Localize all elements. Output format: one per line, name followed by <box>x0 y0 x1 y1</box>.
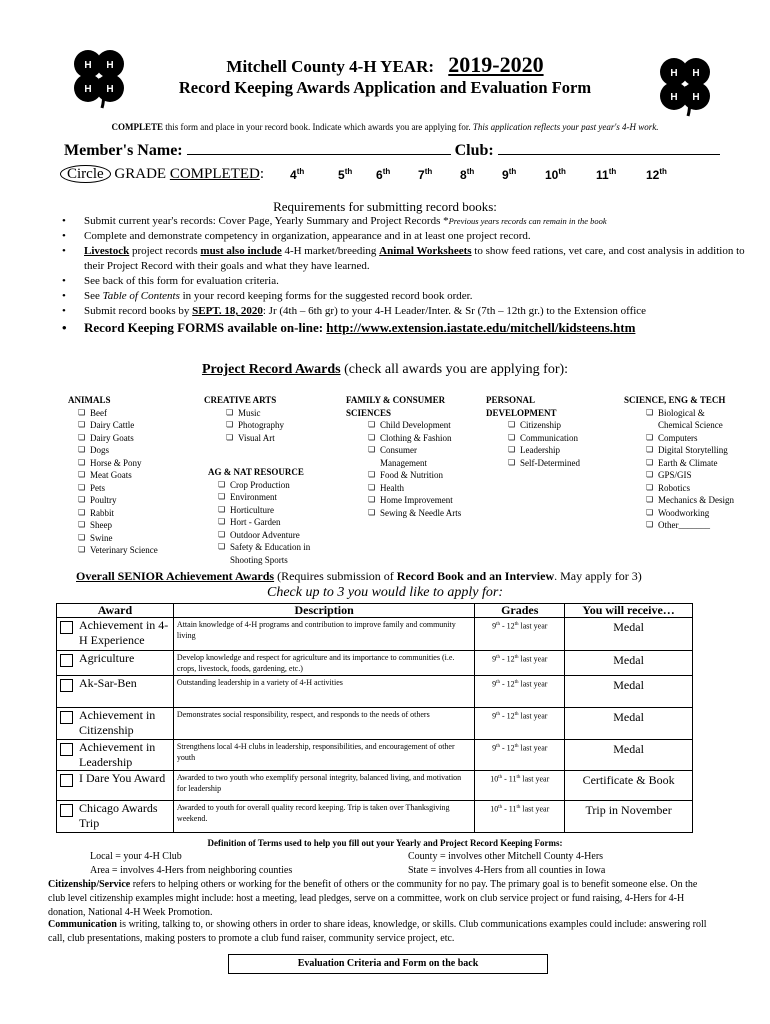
grade-option[interactable]: 8th <box>460 167 475 182</box>
check-up-note: Check up to 3 you would like to apply for: <box>266 585 503 600</box>
checkbox-poultry[interactable]: ❏ Poultry <box>68 494 158 507</box>
grade-option[interactable]: 11th <box>596 167 617 182</box>
requirements-list <box>62 214 752 337</box>
checkbox-mechanics-design[interactable]: ❏ Mechanics & Design <box>624 494 734 507</box>
checkbox-swine[interactable]: ❏ Swine <box>68 532 158 545</box>
checkbox-consumer-management[interactable]: ❏ Consumer <box>346 444 461 457</box>
checkbox-safety-education[interactable]: ❏ Safety & Education in <box>208 541 310 554</box>
award-checkbox-agriculture[interactable]: Agriculture <box>57 651 174 676</box>
senior-awards-title: Overall SENIOR Achievement Awards (Requires submission of Record Book and an Interview. May apply for 3) <box>76 569 642 583</box>
table-row: Ak-Sar-Ben Outstanding leadership in a variety of 4-H activities 9th - 12th last year Medal <box>57 676 693 708</box>
checkbox-biological-chemical-science[interactable]: ❏ Biological & <box>624 407 734 420</box>
checkbox-horse-pony[interactable]: ❏ Horse & Pony <box>68 457 158 470</box>
requirement-item: • Complete and demonstrate competency in organization, appearance and in at least one project record. <box>62 229 752 244</box>
grade-option[interactable]: 5th <box>338 167 353 182</box>
grade-option[interactable]: 7th <box>418 167 433 182</box>
award-checkbox-citizenship[interactable]: Achievement in Citizenship <box>57 708 174 740</box>
table-row: Chicago Awards Trip Awarded to youth for overall quality record keeping. Trip is taken over Thanksgiving weekend. 10th - 11th last year Trip in November <box>57 801 693 833</box>
svg-text:H: H <box>106 60 114 71</box>
award-checkbox-chicago-trip[interactable]: Chicago Awards Trip <box>57 801 174 833</box>
table-row: Agriculture Develop knowledge and respect for agriculture and its importance to communities (i.e. crops, livestock, foods, gardening, etc.) 9th - 12th last year Medal <box>57 651 693 676</box>
award-checkbox-i-dare-you[interactable]: I Dare You Award <box>57 771 174 801</box>
club-label: Club: <box>454 142 494 159</box>
category-family-consumer: FAMILY & CONSUMER SCIENCES ❏ Child Development ❏ Clothing & Fashion ❏ Consumer Management ❏ Food & Nutrition ❏ Health ❏ Home Improvement ❏ Sewing & Needle Arts <box>346 394 461 519</box>
checkbox-music[interactable]: ❏ Music <box>204 407 284 420</box>
checkbox-computers[interactable]: ❏ Computers <box>624 432 734 445</box>
svg-text:H: H <box>84 84 92 95</box>
checkbox-crop-production[interactable]: ❏ Crop Production <box>208 479 310 492</box>
svg-text:H: H <box>692 68 700 79</box>
requirement-item: • See back of this form for evaluation criteria. <box>62 274 752 289</box>
def-state: State = involves 4-Hers from all counties in Iowa <box>408 865 606 876</box>
senior-awards-table <box>56 603 693 833</box>
checkbox-environment[interactable]: ❏ Environment <box>208 491 310 504</box>
member-name-field[interactable] <box>187 140 451 155</box>
title-prefix: Mitchell County 4-H YEAR: <box>226 57 435 76</box>
form-subtitle: Record Keeping Awards Application and Evaluation Form <box>178 78 592 97</box>
category-animals: ANIMALS ❏ Beef ❏ Dairy Cattle ❏ Dairy Goats ❏ Dogs ❏ Horse & Pony ❏ Meat Goats ❏ Pets ❏ Poultry ❏ Rabbit ❏ Sheep ❏ Swine ❏ Veterinary Science <box>68 394 158 557</box>
checkbox-dairy-cattle[interactable]: ❏ Dairy Cattle <box>68 419 158 432</box>
grade-option[interactable]: 4th <box>290 167 305 182</box>
instructions: COMPLETE this form and place in your record book. Indicate which awards you are applying for. This application reflects your past year's 4-H work. <box>111 122 659 132</box>
table-header: Award Description Grades You will receive… <box>57 604 693 618</box>
requirements-title: Requirements for submitting record books: <box>273 199 497 214</box>
grade-label: GRADE COMPLETED: <box>114 166 264 182</box>
svg-text:H: H <box>692 92 700 103</box>
checkbox-sewing-needle-arts[interactable]: ❏ Sewing & Needle Arts <box>346 507 461 520</box>
checkbox-veterinary-science[interactable]: ❏ Veterinary Science <box>68 544 158 557</box>
checkbox-other[interactable]: ❏ Other_______ <box>624 519 734 532</box>
def-area: Area = involves 4-Hers from neighboring counties <box>90 865 293 876</box>
checkbox-visual-art[interactable]: ❏ Visual Art <box>204 432 284 445</box>
checkbox-beef[interactable]: ❏ Beef <box>68 407 158 420</box>
member-row <box>64 140 720 160</box>
checkbox-digital-storytelling[interactable]: ❏ Digital Storytelling <box>624 444 734 457</box>
category-creative-arts: CREATIVE ARTS ❏ Music ❏ Photography ❏ Visual Art <box>204 394 284 444</box>
checkbox-citizenship[interactable]: ❏ Citizenship <box>486 419 580 432</box>
checkbox-photography[interactable]: ❏ Photography <box>204 419 284 432</box>
member-name-label: Member's Name: <box>64 142 183 159</box>
checkbox-outdoor-adventure[interactable]: ❏ Outdoor Adventure <box>208 529 310 542</box>
grade-option[interactable]: 9th <box>502 167 517 182</box>
def-local: Local = your 4-H Club <box>90 851 182 862</box>
def-communication: Communication is writing, talking to, or showing others in order to share ideas, knowledge, or skills. Club communications examples could include: answering roll call, club presentations, making posters to promote a club fund raiser, community service project, etc. <box>48 919 707 944</box>
table-row: Achievement in Citizenship Demonstrates social responsibility, respect, and responds to the needs of others 9th - 12th last year Medal <box>57 708 693 740</box>
checkbox-horticulture[interactable]: ❏ Horticulture <box>208 504 310 517</box>
checkbox-food-nutrition[interactable]: ❏ Food & Nutrition <box>346 469 461 482</box>
checkbox-pets[interactable]: ❏ Pets <box>68 482 158 495</box>
table-row: Achievement in 4-H Experience Attain knowledge of 4-H programs and contribution to improve family and community living 9th - 12th last year Medal <box>57 618 693 651</box>
checkbox-leadership[interactable]: ❏ Leadership <box>486 444 580 457</box>
project-awards-title: Project Record Awards (check all awards you are applying for): <box>201 362 569 377</box>
category-ag-nat-resource: AG & NAT RESOURCE ❏ Crop Production ❏ Environment ❏ Horticulture ❏ Hort - Garden ❏ Outdoor Adventure ❏ Safety & Education in Shooting Sports <box>208 466 310 566</box>
checkbox-dogs[interactable]: ❏ Dogs <box>68 444 158 457</box>
club-field[interactable] <box>498 140 720 155</box>
table-row: I Dare You Award Awarded to two youth who exemplify personal integrity, balanced living, and motivation for leadership 10th - 11th last year Certificate & Book <box>57 771 693 801</box>
requirement-item: • Submit record books by SEPT. 18, 2020: Jr (4th – 6th gr) to your 4-H Leader/Inter. & Sr (7th – 12th gr.) to the Extension office <box>62 304 752 319</box>
checkbox-health[interactable]: ❏ Health <box>346 482 461 495</box>
checkbox-rabbit[interactable]: ❏ Rabbit <box>68 507 158 520</box>
def-citizenship: Citizenship/Service refers to helping others or working for the benefit of others or the community for no pay. The primary goal is to benefit someone else. On the club level citizenship examples might include: host a meeting, lead pledges, serve on a committee, work on club service project or fund raising, 4-Hers for 4-H donation, National 4-H Week Promotion. <box>48 879 698 918</box>
form-title <box>0 52 770 78</box>
checkbox-clothing-fashion[interactable]: ❏ Clothing & Fashion <box>346 432 461 445</box>
def-county: County = involves other Mitchell County 4-Hers <box>408 851 604 862</box>
checkbox-gps-gis[interactable]: ❏ GPS/GIS <box>624 469 734 482</box>
category-science-eng-tech: SCIENCE, ENG & TECH ❏ Biological & Chemical Science ❏ Computers ❏ Digital Storytelling ❏ Earth & Climate ❏ GPS/GIS ❏ Robotics ❏ Mechanics & Design ❏ Woodworking ❏ Other_______ <box>624 394 734 532</box>
requirement-item: • Livestock project records must also include 4-H market/breeding Animal Worksheets to show feed rations, vet care, and cost analysis in addition to their Project Record with their goals and what they have learned. <box>62 244 752 274</box>
checkbox-woodworking[interactable]: ❏ Woodworking <box>624 507 734 520</box>
award-checkbox-ak-sar-ben[interactable]: Ak-Sar-Ben <box>57 676 174 708</box>
category-personal-development: PERSONAL DEVELOPMENT ❏ Citizenship ❏ Communication ❏ Leadership ❏ Self-Determined <box>486 394 580 469</box>
checkbox-self-determined[interactable]: ❏ Self-Determined <box>486 457 580 470</box>
evaluation-note: Evaluation Criteria and Form on the back <box>228 954 548 974</box>
checkbox-sheep[interactable]: ❏ Sheep <box>68 519 158 532</box>
table-row: Achievement in Leadership Strengthens local 4-H clubs in leadership, responsibilities, and encouragement of other youth 9th - 12th last year Medal <box>57 740 693 771</box>
checkbox-dairy-goats[interactable]: ❏ Dairy Goats <box>68 432 158 445</box>
requirement-item: • Submit current year's records: Cover Page, Yearly Summary and Project Records *Previous years records can remain in the book <box>62 214 752 229</box>
checkbox-hort-garden[interactable]: ❏ Hort - Garden <box>208 516 310 529</box>
svg-text:H: H <box>670 92 678 103</box>
checkbox-robotics[interactable]: ❏ Robotics <box>624 482 734 495</box>
forms-link[interactable]: http://www.extension.iastate.edu/mitchell/kidsteens.htm <box>326 320 636 335</box>
grade-option[interactable]: 12th <box>646 167 667 182</box>
grade-option[interactable]: 6th <box>376 167 391 182</box>
checkbox-child-development[interactable]: ❏ Child Development <box>346 419 461 432</box>
grade-option[interactable]: 10th <box>545 167 566 182</box>
checkbox-home-improvement[interactable]: ❏ Home Improvement <box>346 494 461 507</box>
award-checkbox-4h-experience[interactable]: Achievement in 4-H Experience <box>57 618 174 651</box>
svg-text:H: H <box>84 60 92 71</box>
svg-text:H: H <box>670 68 678 79</box>
svg-text:H: H <box>106 84 114 95</box>
grade-row <box>60 166 760 186</box>
award-checkbox-leadership[interactable]: Achievement in Leadership <box>57 740 174 771</box>
checkbox-communication[interactable]: ❏ Communication <box>486 432 580 445</box>
circle-label: Circle <box>60 165 111 183</box>
requirement-item: • Record Keeping FORMS available on-line: http://www.extension.iastate.edu/mitchell/kidsteens.htm <box>62 319 752 337</box>
checkbox-earth-climate[interactable]: ❏ Earth & Climate <box>624 457 734 470</box>
checkbox-meat-goats[interactable]: ❏ Meat Goats <box>68 469 158 482</box>
definitions-title: Definition of Terms used to help you fill out your Yearly and Project Record Keeping Forms: <box>207 838 563 848</box>
program-year: 2019-2020 <box>448 52 544 77</box>
requirement-item: • See Table of Contents in your record keeping forms for the suggested record book order. <box>62 289 752 304</box>
